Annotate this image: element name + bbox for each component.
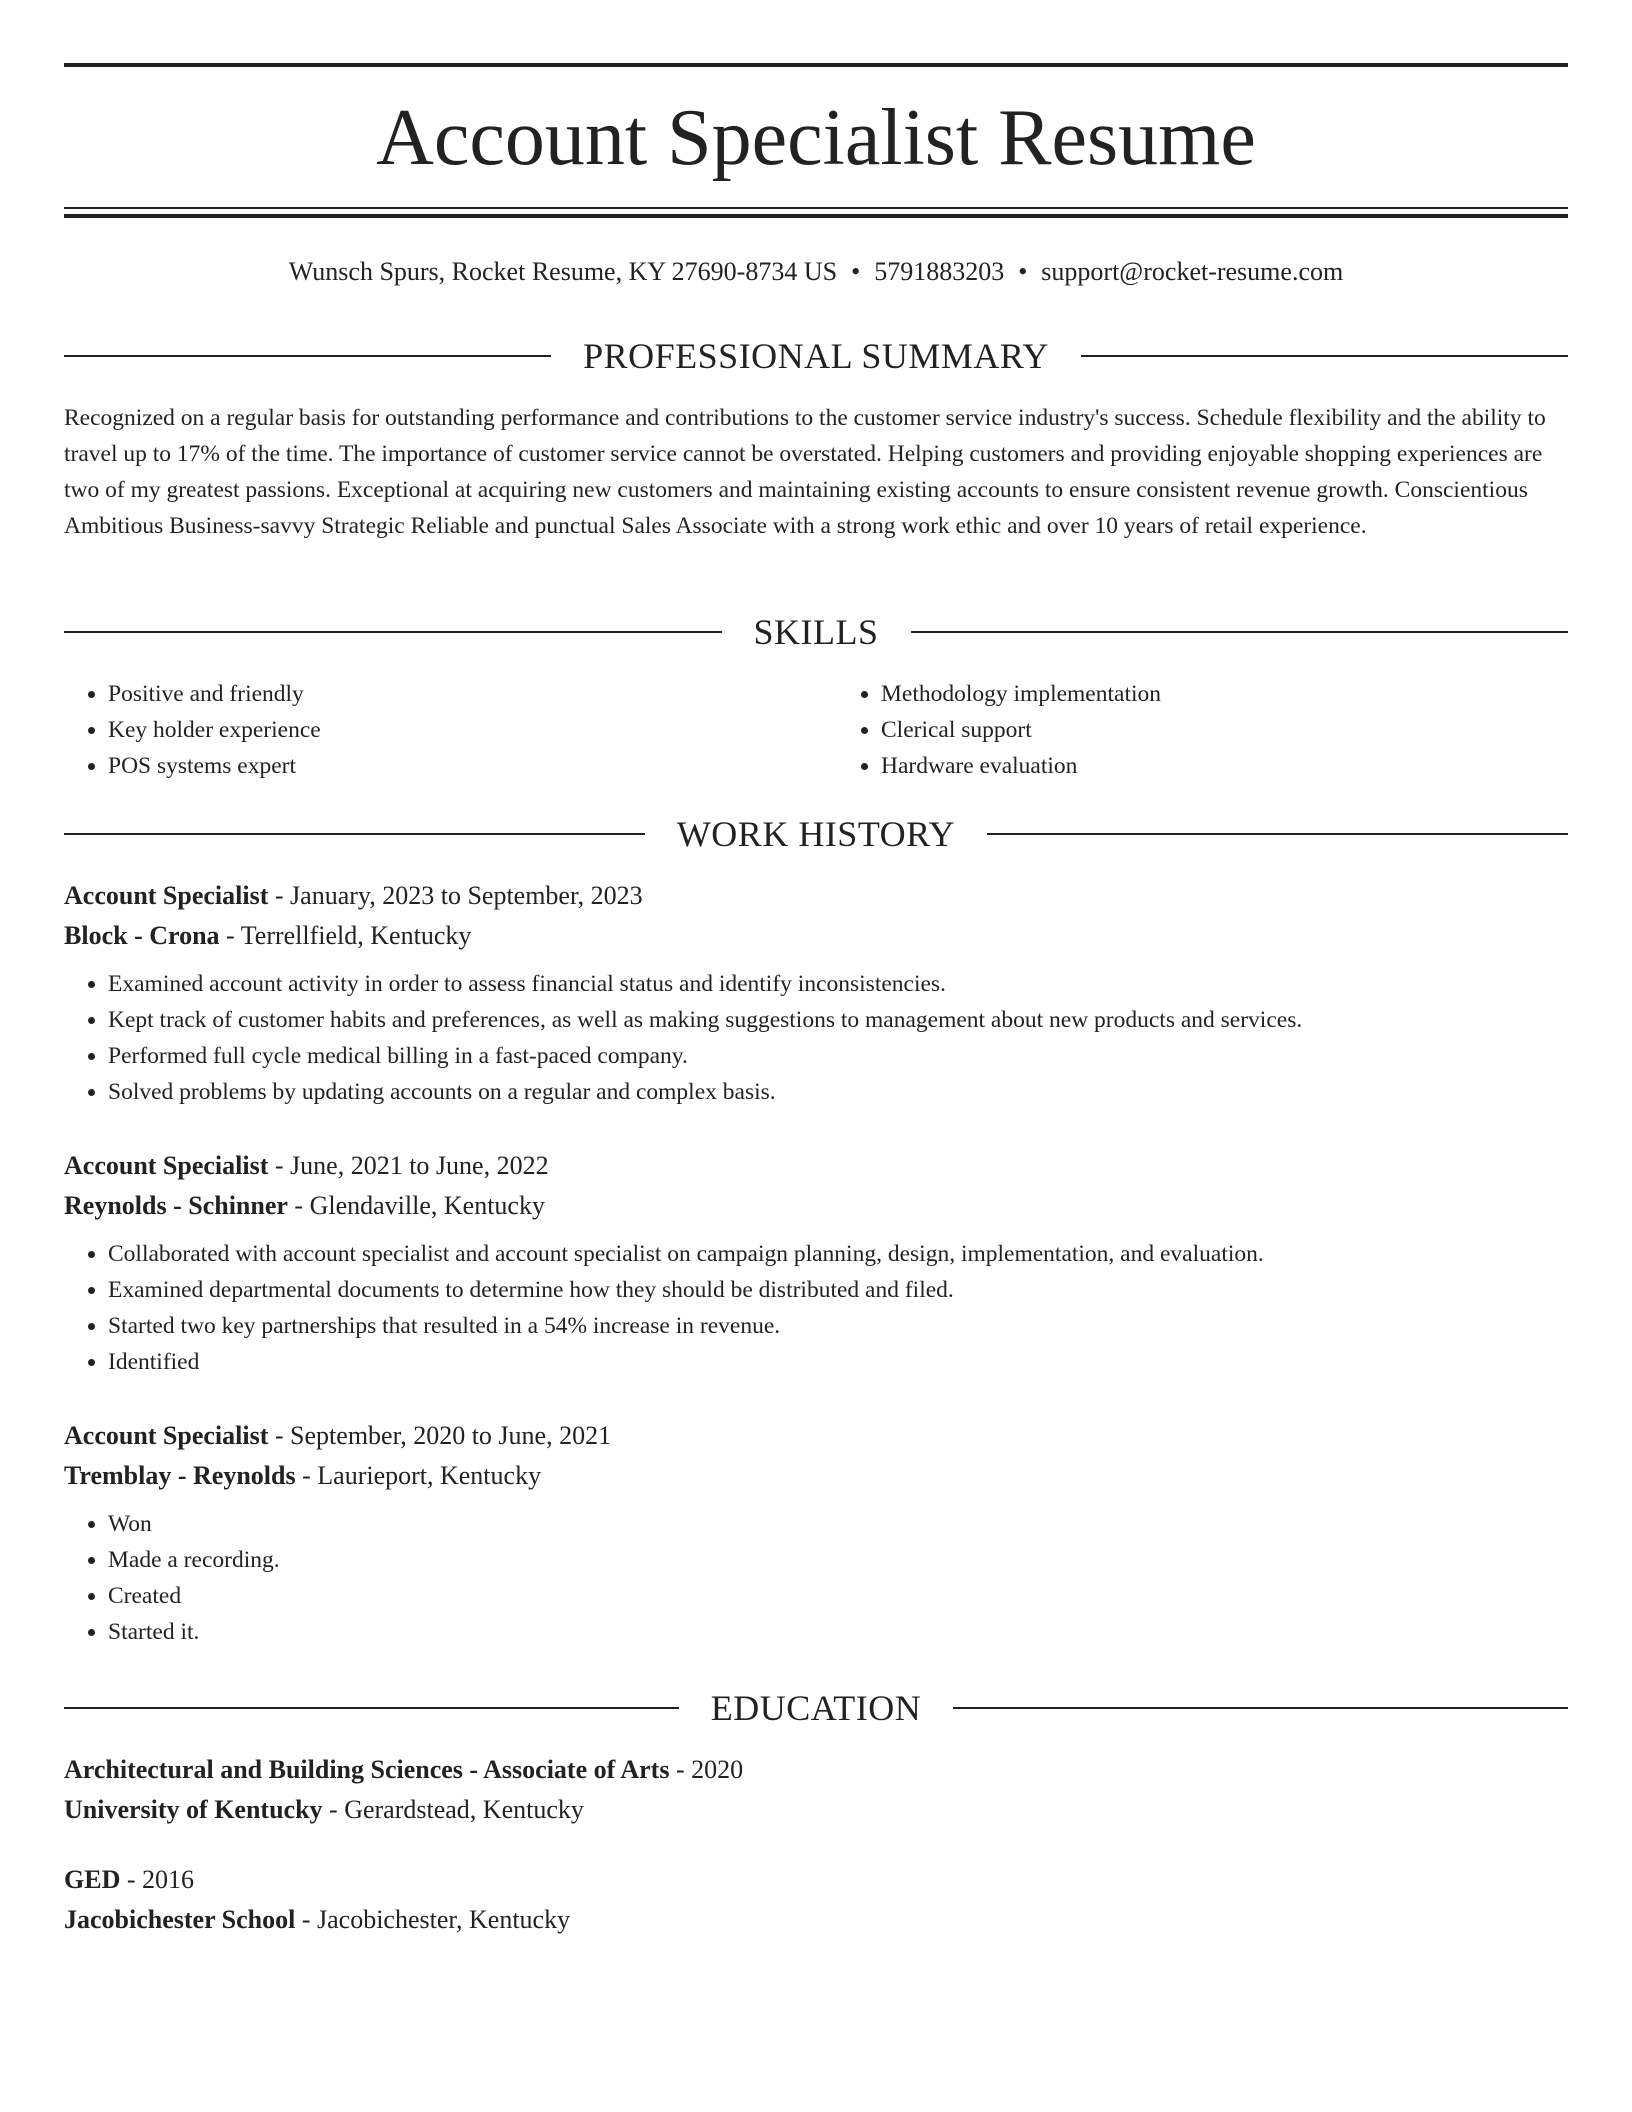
education-entry xyxy=(64,1860,1568,1940)
job-duties xyxy=(64,1506,1568,1650)
job-company-line xyxy=(64,1456,1568,1496)
skill-item: • POS systems expert xyxy=(108,748,795,784)
job-company-line xyxy=(64,916,1568,956)
education-school: Jacobichester School xyxy=(64,1905,296,1934)
contact-email: support@rocket-resume.com xyxy=(1041,257,1344,286)
job-company: Block - Crona xyxy=(64,921,220,950)
education-school-line xyxy=(64,1900,1568,1940)
job-title: Account Specialist xyxy=(64,1151,269,1180)
section-heading-education xyxy=(64,1686,1568,1730)
education-year: - 2020 xyxy=(669,1755,744,1784)
skills-column-1 xyxy=(64,676,795,784)
job-duty: • Collaborated with account specialist and account specialist on campaign planning, design, implementation, and evaluation. xyxy=(108,1236,1568,1272)
skill-item: • Hardware evaluation xyxy=(881,748,1568,784)
section-title: EDUCATION xyxy=(710,1688,922,1728)
skill-item: • Key holder experience xyxy=(108,712,795,748)
job-entry xyxy=(64,876,1568,1110)
job-duty: • Examined account activity in order to assess financial status and identify inconsistencies. xyxy=(108,966,1568,1002)
job-title: Account Specialist xyxy=(64,881,269,910)
job-location: - Terrellfield, Kentucky xyxy=(219,921,472,950)
contact-separator: • xyxy=(851,257,861,286)
education-location: - Jacobichester, Kentucky xyxy=(295,1905,571,1934)
job-title-line xyxy=(64,1416,1568,1456)
summary-text: Recognized on a regular basis for outstanding performance and contributions to the customer service industry's success. Schedule flexibility and the ability to travel up to 17% of the time. The importance of customer service cannot be overstated. Helping customers and providing enjoyable shopping experiences are two of my greatest passions. Exceptional at acquiring new customers and maintaining existing accounts to ensure consistent revenue growth. Conscientious Ambitious Business-savvy Strategic Reliable and punctual Sales Associate with a strong work ethic and over 10 years of retail experience. xyxy=(64,405,1546,539)
job-duties xyxy=(64,966,1568,1110)
job-entry xyxy=(64,1416,1568,1650)
skill-item: • Methodology implementation xyxy=(881,676,1568,712)
skill-item: • Positive and friendly xyxy=(108,676,795,712)
education-year: - 2016 xyxy=(120,1865,195,1894)
job-dates: - September, 2020 to June, 2021 xyxy=(268,1421,612,1450)
top-rule xyxy=(64,63,1568,67)
section-heading-work xyxy=(64,812,1568,856)
education-degree: Architectural and Building Sciences - Associate of Arts xyxy=(64,1755,670,1784)
job-location: - Glendaville, Kentucky xyxy=(287,1191,545,1220)
job-duty: • Made a recording. xyxy=(108,1542,1568,1578)
education-degree-line xyxy=(64,1860,1568,1900)
section-title: WORK HISTORY xyxy=(676,814,956,854)
education-location: - Gerardstead, Kentucky xyxy=(322,1795,584,1824)
title-rule-thin xyxy=(64,207,1568,209)
job-title-line xyxy=(64,876,1568,916)
job-duty: • Kept track of customer habits and preferences, as well as making suggestions to management about new products and services. xyxy=(108,1002,1568,1038)
heading-rule xyxy=(64,833,645,835)
heading-rule xyxy=(64,1707,679,1709)
heading-rule xyxy=(64,631,722,633)
job-company: Reynolds - Schinner xyxy=(64,1191,288,1220)
section-title: PROFESSIONAL SUMMARY xyxy=(583,336,1049,376)
job-duty: • Identified xyxy=(108,1344,1568,1380)
education-school-line xyxy=(64,1790,1568,1830)
education-degree: GED xyxy=(64,1865,121,1894)
education-degree-line xyxy=(64,1750,1568,1790)
heading-rule xyxy=(64,355,551,357)
contact-line xyxy=(64,252,1568,292)
section-heading-summary xyxy=(64,334,1568,378)
job-duty: • Started it. xyxy=(108,1614,1568,1650)
job-dates: - June, 2021 to June, 2022 xyxy=(268,1151,549,1180)
job-dates: - January, 2023 to September, 2023 xyxy=(268,881,643,910)
job-company-line xyxy=(64,1186,1568,1226)
contact-separator: • xyxy=(1018,257,1028,286)
education-school: University of Kentucky xyxy=(64,1795,323,1824)
job-duty: • Solved problems by updating accounts on a regular and complex basis. xyxy=(108,1074,1568,1110)
skills-column-2 xyxy=(795,676,1568,784)
job-duty: • Performed full cycle medical billing in a fast-paced company. xyxy=(108,1038,1568,1074)
contact-phone: 5791883203 xyxy=(874,257,1005,286)
resume-title: Account Specialist Resume xyxy=(376,94,1256,182)
job-duty: • Started two key partnerships that resulted in a 54% increase in revenue. xyxy=(108,1308,1568,1344)
job-company: Tremblay - Reynolds xyxy=(64,1461,296,1490)
skill-item: • Clerical support xyxy=(881,712,1568,748)
heading-rule xyxy=(1081,355,1568,357)
job-title-line xyxy=(64,1146,1568,1186)
skills-list xyxy=(64,676,1568,784)
heading-rule xyxy=(911,631,1569,633)
job-entry xyxy=(64,1146,1568,1380)
job-title: Account Specialist xyxy=(64,1421,269,1450)
heading-rule xyxy=(987,833,1568,835)
section-heading-skills xyxy=(64,610,1568,654)
job-location: - Laurieport, Kentucky xyxy=(295,1461,542,1490)
job-duty: • Created xyxy=(108,1578,1568,1614)
heading-rule xyxy=(953,1707,1568,1709)
job-duty: • Won xyxy=(108,1506,1568,1542)
contact-address: Wunsch Spurs, Rocket Resume, KY 27690-8734 US xyxy=(288,257,838,286)
job-duty: • Examined departmental documents to determine how they should be distributed and filed. xyxy=(108,1272,1568,1308)
title-rule-thick xyxy=(64,214,1568,218)
section-title: SKILLS xyxy=(753,612,879,652)
job-duties xyxy=(64,1236,1568,1380)
education-entry xyxy=(64,1750,1568,1830)
